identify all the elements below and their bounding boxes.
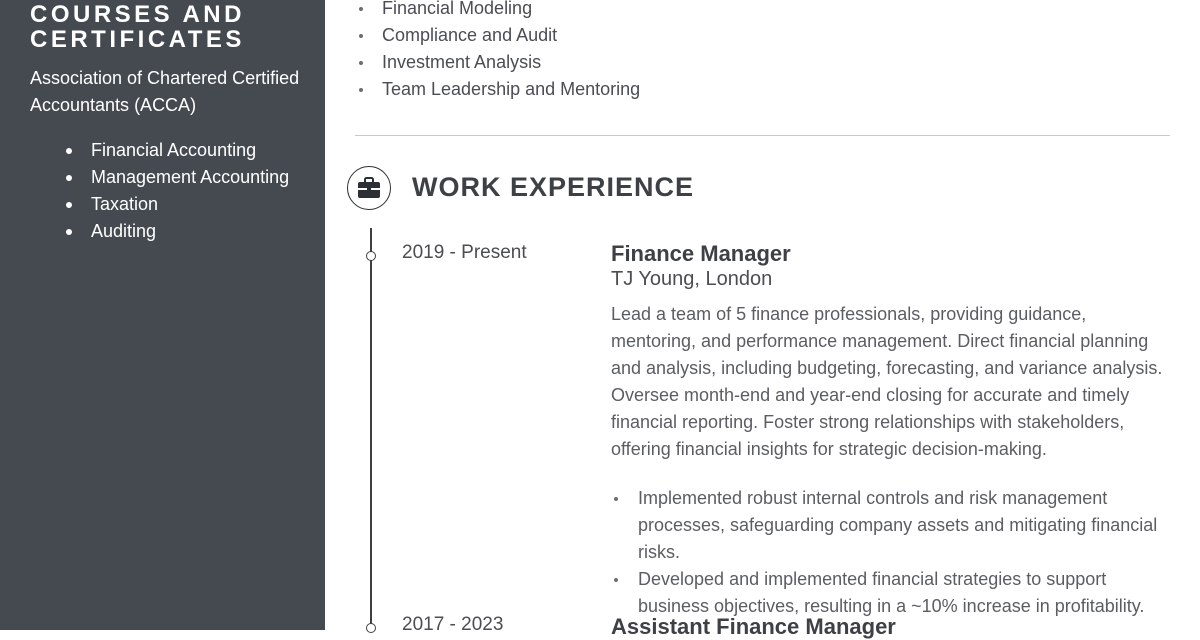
job-title: Finance Manager [611, 241, 791, 266]
course-item: Auditing [91, 218, 321, 245]
briefcase-icon [347, 166, 391, 210]
skill-item: Team Leadership and Mentoring [382, 76, 982, 103]
skill-item: Compliance and Audit [382, 22, 982, 49]
skill-item: Financial Modeling [382, 0, 982, 22]
skills-list [382, 0, 982, 103]
job-achievements [611, 485, 1171, 620]
course-item: Financial Accounting [91, 137, 321, 164]
timeline-dot [366, 623, 376, 633]
work-experience-heading: WORK EXPERIENCE [412, 172, 695, 202]
sidebar-section-title: COURSES AND CERTIFICATES [30, 1, 245, 53]
job-title: Assistant Finance Manager [611, 614, 896, 639]
sidebar [0, 0, 325, 630]
job-entry [611, 241, 1171, 620]
job-entry [611, 614, 1171, 640]
job-dates: 2019 - Present [402, 242, 527, 263]
achievement-item: Developed and implemented financial strategies to support business objectives, resulting in a ~10% increase in profitability. [638, 566, 1171, 620]
course-item: Taxation [91, 191, 321, 218]
job-description: Lead a team of 5 finance professionals, providing guidance, mentoring, and performance management. Direct financial planning and analysis, including budgeting, forecasting, and variance analysis. Oversee month-end and year-end closing for accurate and timely financial reporting. Foster strong relationships with stakeholders, offering financial insights for strategic decision-making. [611, 304, 1163, 459]
certifying-organization: Association of Chartered Certified Accountants (ACCA) [30, 68, 300, 115]
section-divider [355, 135, 1170, 136]
job-dates: 2017 - 2023 [402, 614, 504, 635]
course-item: Management Accounting [91, 164, 321, 191]
timeline-dot [366, 251, 376, 261]
job-company: TJ Young, London [611, 268, 773, 290]
skill-item: Investment Analysis [382, 49, 982, 76]
achievement-item: Implemented robust internal controls and risk management processes, safeguarding company assets and mitigating financial risks. [638, 485, 1171, 566]
course-list [91, 137, 321, 245]
timeline-line [370, 228, 372, 630]
